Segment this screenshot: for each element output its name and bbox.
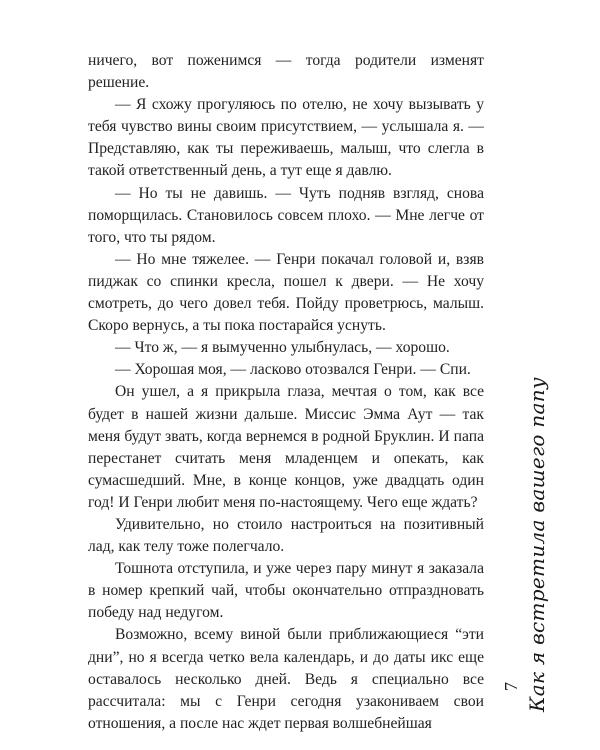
paragraph: Возможно, всему виной были приближающиеся “эти дни”, но я всегда четко вела календарь, и до даты икс еще оставалось несколько дней. Ведь я специально все рассчитала: мы с Генри сегодня узакониваем свои отношения, а после нас ждет первая волшебнейшая bbox=[88, 626, 484, 732]
paragraph: — Хорошая моя, — ласково отозвался Генри. — Спи. bbox=[115, 361, 471, 379]
page-number: 7 bbox=[501, 682, 521, 691]
running-head: Как я встретила вашего папу bbox=[525, 377, 549, 712]
paragraph: Тошнота отступила, и уже через пару минут я заказала в номер крепкий чай, чтобы окончательно отпраздновать победу над недугом. bbox=[88, 560, 484, 622]
paragraph: — Но ты не давишь. — Чуть подняв взгляд, снова поморщилась. Становилось совсем плохо. — Мне легче от того, что ты рядом. bbox=[88, 184, 484, 246]
body-text bbox=[88, 50, 484, 735]
paragraph: Удивительно, но стоило настроиться на позитивный лад, как телу тоже полегчало. bbox=[88, 515, 484, 556]
paragraph: ничего, вот поженимся — тогда родители изменят решение. bbox=[88, 52, 484, 92]
paragraph: — Что ж, — я вымученно улыбнулась, — хорошо. bbox=[115, 339, 450, 357]
paragraph: Он ушел, а я прикрыла глаза, мечтая о том, как все будет в нашей жизни дальше. Миссис Эмма Аут — так меня будут звать, когда вернемся в родной Бруклин. И папа перестанет считать меня младенцем и опекать, как сумасшедший. Мне, в конце концов, уже двадцать один год! И Генри любит меня по-настоящему. Чего еще ждать? bbox=[88, 383, 484, 511]
paragraph: — Я схожу прогуляюсь по отелю, не хочу вызывать у тебя чувство вины своим присутствием, — услышала я. — Представляю, как ты переживаешь, малыш, что слегла в такой ответственный день, а тут еще я давлю. bbox=[88, 96, 484, 180]
paragraph: — Но мне тяжелее. — Генри покачал головой и, взяв пиджак со спинки кресла, пошел к двери. — Не хочу смотреть, до чего довел тебя. Пойду проветрюсь, малыш. Скоро вернусь, а ты пока постарайся уснуть. bbox=[88, 250, 484, 335]
